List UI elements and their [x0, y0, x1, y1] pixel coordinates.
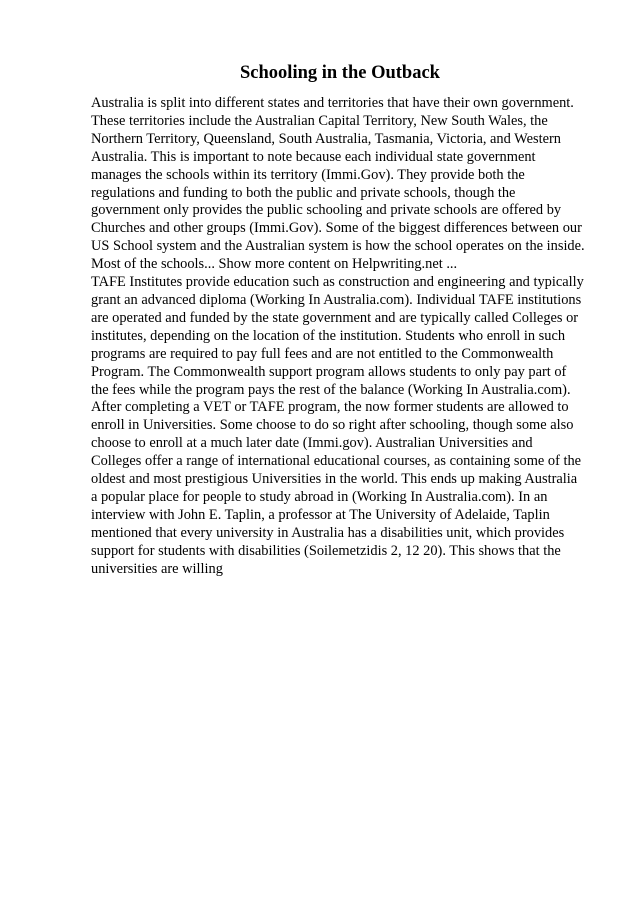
body-line: grant an advanced diploma (Working In Australia.com). Individual TAFE institutions: [91, 291, 582, 308]
body-line: enroll in Universities. Some choose to do so right after schooling, though some also: [91, 417, 574, 434]
body-line: choose to enroll at a much later date (Immi.gov). Australian Universities and: [91, 435, 533, 452]
body-line: manages the schools within its territory (Immi.Gov). They provide both the: [91, 166, 525, 183]
body-line: are operated and funded by the state government and are typically called Colleges or: [91, 309, 579, 326]
body-line: the fees while the program pays the rest of the balance (Working In Australia.com).: [91, 381, 571, 398]
body-line: Most of the schools... Show more content on Helpwriting.net ...: [91, 256, 458, 273]
body-line: Churches and other groups (Immi.Gov). Some of the biggest differences between our: [91, 220, 582, 237]
body-line: government only provides the public schooling and private schools are offered by: [91, 202, 562, 219]
body-line: a popular place for people to study abroad in (Working In Australia.com). In an: [91, 488, 548, 505]
body-line: US School system and the Australian system is how the school operates on the inside.: [91, 238, 585, 255]
body-line: support for students with disabilities (Soilemetzidis 2, 12 20). This shows that the: [91, 542, 561, 559]
body-line: Australia. This is important to note because each individual state government: [91, 148, 536, 165]
body-line: regulations and funding to both the public and private schools, though the: [91, 184, 516, 201]
body-line: TAFE Institutes provide education such as construction and engineering and typically: [91, 274, 584, 291]
body-line: Program. The Commonwealth support program allows students to only pay part of: [91, 363, 567, 380]
body-line: universities are willing: [91, 560, 223, 577]
body-line: These territories include the Australian Capital Territory, New South Wales, the: [91, 112, 548, 129]
body-line: mentioned that every university in Australia has a disabilities unit, which provides: [91, 524, 565, 541]
body-line: oldest and most prestigious Universities in the world. This ends up making Australia: [91, 471, 578, 488]
body-line: Australia is split into different states and territories that have their own government.: [91, 95, 574, 111]
body-line: After completing a VET or TAFE program, the now former students are allowed to: [91, 399, 569, 416]
body-line: interview with John E. Taplin, a professor at The University of Adelaide, Taplin: [91, 506, 550, 523]
document-title: Schooling in the Outback: [240, 63, 440, 83]
body-line: Colleges offer a range of international educational courses, as containing some of the: [91, 453, 582, 470]
body-line: programs are required to pay full fees and are not entitled to the Commonwealth: [91, 345, 554, 362]
document-body: [91, 95, 601, 578]
body-line: institutes, depending on the location of the institution. Students who enroll in such: [91, 327, 566, 344]
body-line: Northern Territory, Queensland, South Australia, Tasmania, Victoria, and Western: [91, 130, 561, 147]
